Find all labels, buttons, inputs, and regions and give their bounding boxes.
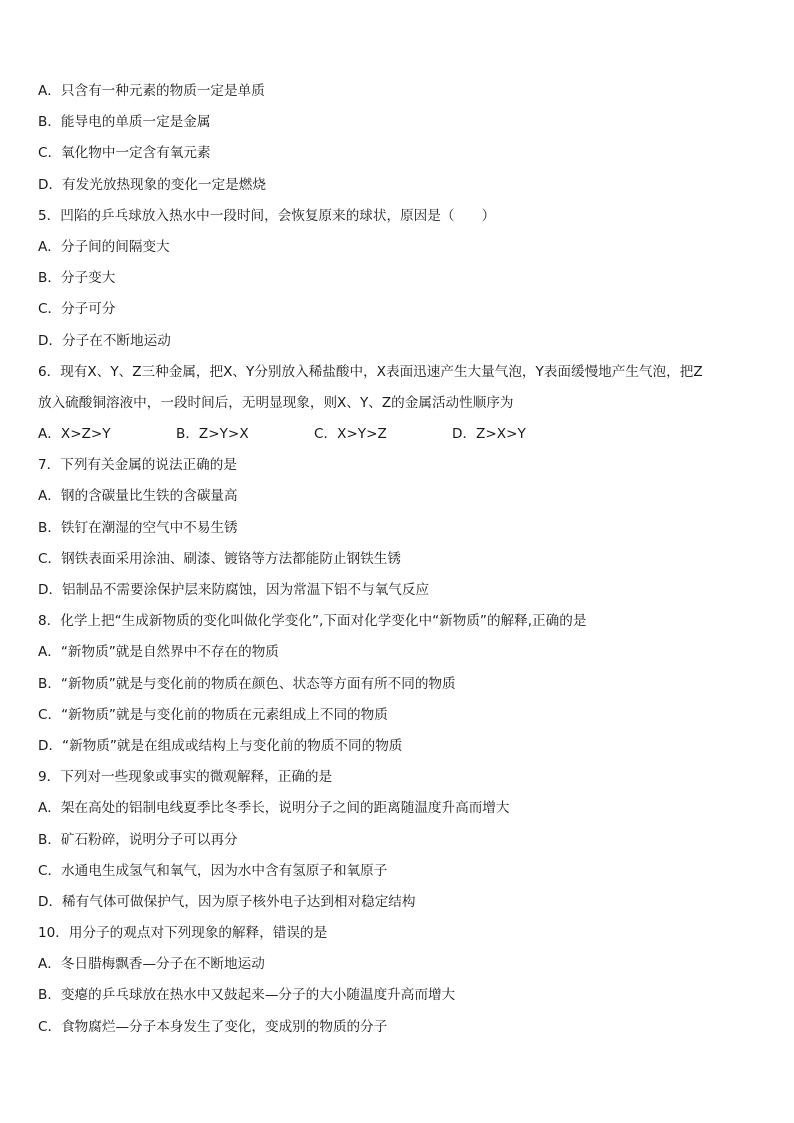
q6-stem-line1: 6．现有X、Y、Z三种金属，把X、Y分别放入稀盐酸中，X表面迅速产生大量气泡，Y表面缓慢地产生气泡，把Z xyxy=(38,363,703,380)
q5-option-b: B．分子变大 xyxy=(38,270,116,287)
q4-option-d: D．有发光放热现象的变化一定是燃烧 xyxy=(38,176,266,193)
exam-page xyxy=(38,79,758,1046)
q7-stem: 7．下列有关金属的说法正确的是 xyxy=(38,457,237,474)
q7-option-b: B．铁钉在潮湿的空气中不易生锈 xyxy=(38,519,238,536)
q6-options-row xyxy=(38,422,758,453)
q9-stem: 9．下列对一些现象或事实的微观解释，正确的是 xyxy=(38,769,333,786)
q9-option-d: D．稀有气体可做保护气，因为原子核外电子达到相对稳定结构 xyxy=(38,893,416,910)
q6-option-c: C．X>Y>Z xyxy=(314,426,387,443)
q8-option-c: C．“新物质”就是与变化前的物质在元素组成上不同的物质 xyxy=(38,706,388,723)
q5-option-a: A．分子间的间隔变大 xyxy=(38,238,170,255)
q5-stem: 5．凹陷的乒乓球放入热水中一段时间，会恢复原来的球状，原因是（ ） xyxy=(38,207,496,224)
q9-option-a: A．架在高处的铝制电线夏季比冬季长，说明分子之间的距离随温度升高而增大 xyxy=(38,800,510,817)
q5-option-d: D．分子在不断地运动 xyxy=(38,332,171,349)
q9-option-c: C．水通电生成氢气和氧气，因为水中含有氢原子和氧原子 xyxy=(38,862,388,879)
q8-option-d: D．“新物质”就是在组成或结构上与变化前的物质不同的物质 xyxy=(38,737,403,754)
q7-option-a: A．钢的含碳量比生铁的含碳量高 xyxy=(38,488,238,505)
q7-option-d: D．铝制品不需要涂保护层来防腐蚀，因为常温下铝不与氧气反应 xyxy=(38,582,430,598)
q6-option-d: D．Z>X>Y xyxy=(452,426,526,443)
q4-option-a: A．只含有一种元素的物质一定是单质 xyxy=(38,83,265,99)
q7-option-c: C．钢铁表面采用涂油、刷漆、镀铬等方法都能防止钢铁生锈 xyxy=(38,550,401,567)
q4-option-b: B．能导电的单质一定是金属 xyxy=(38,114,211,131)
q10-option-c: C．食物腐烂—分子本身发生了变化，变成别的物质的分子 xyxy=(38,1018,388,1035)
q10-option-a: A．冬日腊梅飘香—分子在不断地运动 xyxy=(38,956,265,973)
q8-option-a: A．“新物质”就是自然界中不存在的物质 xyxy=(38,644,279,661)
q6-option-a: A．X>Z>Y xyxy=(38,426,111,443)
q8-stem: 8．化学上把“生成新物质的变化叫做化学变化”,下面对化学变化中“新物质”的解释,正确的是 xyxy=(38,613,587,630)
q10-option-b: B．变瘪的乒乓球放在热水中又鼓起来—分子的大小随温度升高而增大 xyxy=(38,987,456,1004)
q4-option-c: C．氧化物中一定含有氧元素 xyxy=(38,145,211,162)
q10-stem: 10．用分子的观点对下列现象的解释，错误的是 xyxy=(38,925,328,942)
q5-option-c: C．分子可分 xyxy=(38,301,116,318)
q8-option-b: B．“新物质”就是与变化前的物质在颜色、状态等方面有所不同的物质 xyxy=(38,675,456,692)
q6-option-b: B．Z>Y>X xyxy=(176,426,249,443)
q9-option-b: B．矿石粉碎，说明分子可以再分 xyxy=(38,831,238,848)
q6-stem-line2: 放入硫酸铜溶液中，一段时间后，无明显现象，则X、Y、Z的金属活动性顺序为 xyxy=(38,394,514,411)
